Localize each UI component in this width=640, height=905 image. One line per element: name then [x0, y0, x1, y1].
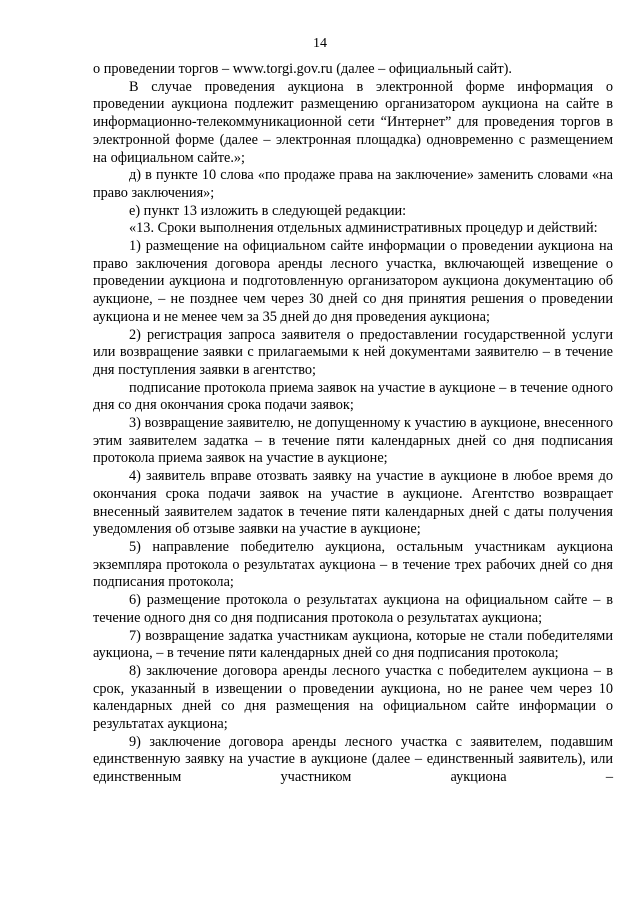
paragraph-step-7: 7) возвращение задатка участникам аукциона, которые не стали победителями аукциона, – в течение пяти календарных дней со дня подписания протокола;	[93, 627, 613, 662]
paragraph-item-e: е) пункт 13 изложить в следующей редакции:	[129, 202, 407, 219]
paragraph-step-9: 9) заключение договора аренды лесного участка с заявителем, подавшим единственную заявку на участие в аукционе (далее – единственный заявитель), или единственным участником аукциона –	[93, 733, 613, 786]
page-number: 14	[313, 36, 327, 51]
paragraph-step-8: 8) заключение договора аренды лесного участка с победителем аукциона – в срок, указанный в извещении о проведении аукциона, но не ранее чем через 10 календарных дней со дня размещения на официальном сайте информации о результатах аукциона;	[93, 662, 613, 733]
paragraph-step-2: 2) регистрация запроса заявителя о предоставлении государственной услуги или возвращение заявки с прилагаемыми к ней документами заявителю – в течение дня поступления заявки в агентство;	[93, 326, 613, 378]
paragraph-continuation: о проведении торгов – www.torgi.gov.ru (далее – официальный сайт).	[93, 61, 512, 77]
paragraph-step-3: 3) возвращение заявителю, не допущенному к участию в аукционе, внесенного этим заявителем задатка – в течение пяти календарных дней со дня подписания протокола приема заявок на участие в аукционе;	[93, 415, 613, 467]
paragraph-clause-13: «13. Сроки выполнения отдельных административных процедур и действий:	[129, 220, 598, 237]
paragraph-step-4: 4) заявитель вправе отозвать заявку на участие в аукционе в любое время до окончания срока подачи заявок на участие в аукционе. Агентство возвращает внесенный заявителем задаток в течение пяти календарных дней с даты получения уведомления об отзыве заявки на участие в аукционе;	[93, 468, 613, 538]
paragraph-step-5: 5) направление победителю аукциона, остальным участникам аукциона экземпляра протокола о результатах аукциона – в течение трех рабочих дней со дня подписания протокола;	[93, 538, 613, 591]
paragraph-step-2-protocol: подписание протокола приема заявок на участие в аукционе – в течение одного дня со дня окончания срока подачи заявок;	[93, 379, 613, 414]
paragraph-electronic-auction: В случае проведения аукциона в электронной форме информация о проведении аукциона подлежит размещению организатором аукциона на сайте в информационно-телекоммуникационной сети “Интернет” для проведения торгов в электронной форме (далее – электронная площадка) одновременно с размещением на официальном сайте.»;	[93, 78, 613, 166]
paragraph-step-1: 1) размещение на официальном сайте информации о проведении аукциона на право заключения договора аренды лесного участка, включающей извещение о проведении аукциона и подготовленную организатором аукциона документацию об аукционе, – не позднее чем через 30 дней со дня принятия решения о проведении аукциона и не менее чем за 35 дней до дня проведения аукциона;	[93, 238, 613, 325]
paragraph-step-6: 6) размещение протокола о результатах аукциона на официальном сайте – в течение одного дня со дня подписания протокола о результатах аукциона;	[93, 592, 613, 626]
paragraph-item-d: д) в пункте 10 слова «по продаже права на заключение» заменить словами «на право заключения»;	[93, 167, 613, 201]
document-body	[93, 61, 613, 787]
